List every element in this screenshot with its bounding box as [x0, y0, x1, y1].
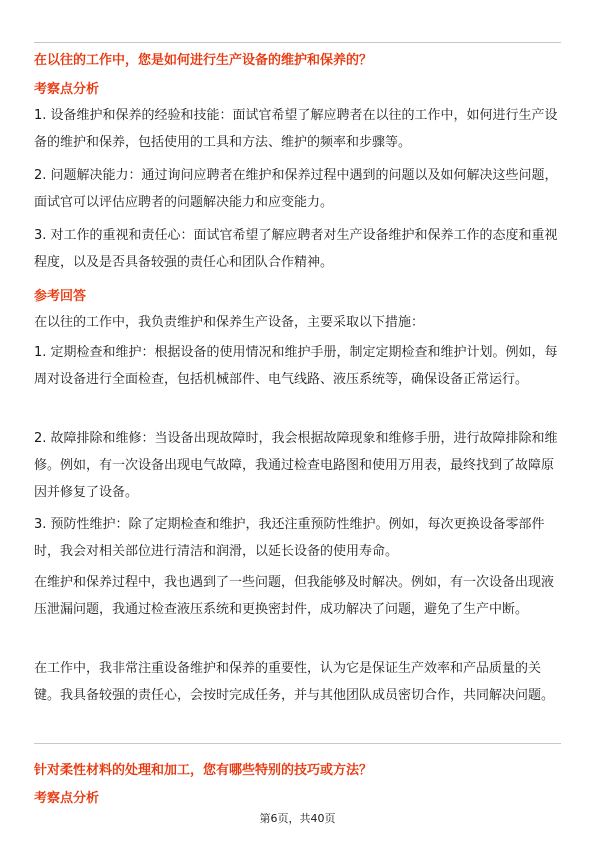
answer-paragraph: 2. 故障排除和维修：当设备出现故障时，我会根据故障现象和维修手册，进行故障排除和维修。例如，有一次设备出现电气故障，我通过检查电路图和使用万用表，最终找到了故障原因并修复了设备。: [34, 431, 558, 500]
answer-paragraph: 1. 定期检查和维护：根据设备的使用情况和维护手册，制定定期检查和维护计划。例如，每周对设备进行全面检查，包括机械部件、电气线路、液压系统等，确保设备正常运行。: [34, 345, 558, 387]
analysis-item: 2. 问题解决能力：通过询问应聘者在维护和保养过程中遇到的问题以及如何解决这些问题，面试官可以评估应聘者的问题解决能力和应变能力。: [34, 168, 558, 210]
page-number: 第6页，共40页: [259, 812, 336, 825]
analysis-heading: 考察点分析: [34, 82, 100, 97]
section-divider: [34, 743, 561, 744]
answer-heading: 参考回答: [34, 289, 87, 304]
next-question-heading: 针对柔性材料的处理和加工，您有哪些特别的技巧或方法？: [34, 763, 373, 778]
answer-paragraph: 在工作中，我非常注重设备维护和保养的重要性，认为它是保证生产效率和产品质量的关键。我具备较强的责任心，会按时完成任务，并与其他团队成员密切合作，共同解决问题。: [34, 661, 555, 703]
analysis-item: 3. 对工作的重视和责任心：面试官希望了解应聘者对生产设备维护和保养工作的态度和重视程度，以及是否具备较强的责任心和团队合作精神。: [34, 228, 558, 270]
next-analysis-heading: 考察点分析: [34, 791, 100, 806]
answer-paragraph: 在维护和保养过程中，我也遇到了一些问题，但我能够及时解决。例如，有一次设备出现液压泄漏问题，我通过检查液压系统和更换密封件，成功解决了问题，避免了生产中断。: [34, 575, 555, 617]
answer-paragraph: 3. 预防性维护：除了定期检查和维护，我还注重预防性维护。例如，每次更换设备零部件时，我会对相关部位进行清洁和润滑，以延长设备的使用寿命。: [34, 517, 545, 559]
top-divider: [34, 42, 561, 43]
answer-paragraph: 在以往的工作中，我负责维护和保养生产设备，主要采取以下措施：: [34, 315, 425, 330]
question-heading: 在以往的工作中，您是如何进行生产设备的维护和保养的？: [34, 53, 373, 68]
analysis-item: 1. 设备维护和保养的经验和技能：面试官希望了解应聘者在以往的工作中，如何进行生产设备的维护和保养，包括使用的工具和方法、维护的频率和步骤等。: [34, 108, 558, 150]
